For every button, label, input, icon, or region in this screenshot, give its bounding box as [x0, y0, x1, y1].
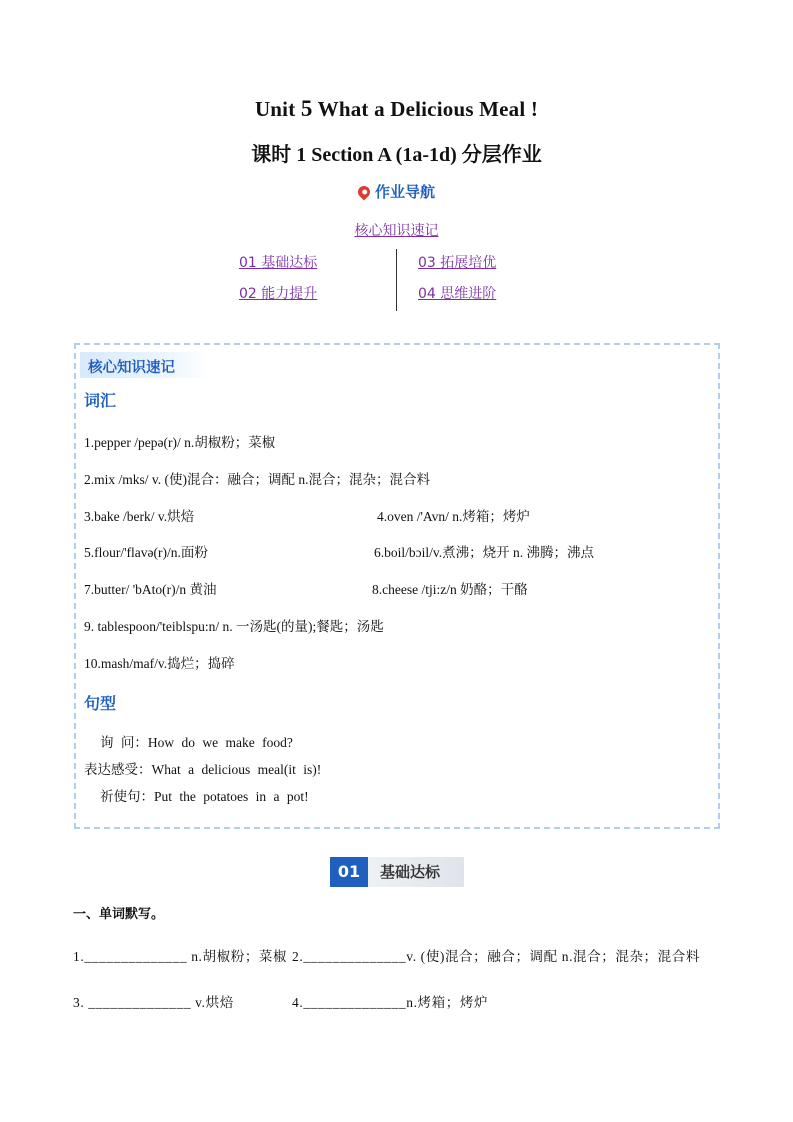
title-unit-number: 5	[300, 96, 313, 121]
vocab-heading: 词汇	[84, 391, 117, 410]
pattern-item: 表达感受：What a delicious meal(it is)!	[84, 762, 322, 777]
vocab-item: 3.bake /berk/ v.烘焙	[84, 509, 195, 524]
knowledge-box-header	[80, 352, 210, 378]
title-lesson-name: What a Delicious Meal !	[317, 97, 539, 121]
vocab-item: 7.butter/ 'bAto(r)/n 黄油	[84, 582, 217, 597]
location-pin-icon	[355, 184, 372, 201]
document-title	[0, 96, 793, 122]
pattern-item: 询 问：How do we make food?	[100, 735, 293, 750]
nav-link-extension[interactable]: 03 拓展培优	[418, 255, 497, 271]
section-badge-number: 01	[330, 857, 368, 887]
section-badge	[330, 857, 464, 887]
vocab-item: 9. tablespoon/'teiblspu:n/ n. 一汤匙(的量);餐匙；汤匙	[84, 619, 384, 634]
exercise-item: 3. ______________ v.烘焙	[73, 995, 234, 1010]
exercise-item: 1.______________ n.胡椒粉；菜椒	[73, 949, 288, 964]
nav-link-core-knowledge[interactable]: 核心知识速记	[354, 223, 439, 239]
exercise-item: 2.______________v. (使)混合；融合；调配 n.混合；混杂；混合料	[292, 949, 700, 964]
pattern-heading: 句型	[84, 694, 117, 713]
nav-link-ability[interactable]: 02 能力提升	[239, 286, 318, 302]
nav-divider	[396, 249, 397, 311]
vocab-item: 5.flour/'flavə(r)/n.面粉	[84, 545, 208, 560]
title-unit-word: Unit	[254, 97, 296, 121]
nav-link-thinking[interactable]: 04 思维进阶	[418, 286, 497, 302]
document-subtitle: 课时 1 Section A (1a-1d) 分层作业	[251, 144, 542, 166]
question-heading: 一、单词默写。	[73, 907, 165, 922]
knowledge-box-title: 核心知识速记	[88, 360, 175, 376]
nav-link-basic[interactable]: 01 基础达标	[239, 255, 318, 271]
vocab-item: 8.cheese /tji:z/n 奶酪；干酪	[372, 582, 528, 597]
section-badge-label: 基础达标	[368, 857, 464, 887]
vocab-item: 6.boil/bɔil/v.煮沸；烧开 n. 沸腾；沸点	[374, 545, 594, 560]
homework-nav-title-text: 作业导航	[374, 183, 435, 201]
nav-main-link-row	[0, 220, 793, 240]
vocab-item: 2.mix /mks/ v. (使)混合：融合；调配 n.混合；混杂；混合料	[84, 472, 430, 487]
vocab-item: 1.pepper /pepə(r)/ n.胡椒粉；菜椒	[84, 435, 276, 450]
homework-nav-title	[0, 181, 793, 202]
exercise-item: 4.______________n.烤箱；烤炉	[292, 995, 489, 1010]
pattern-item: 祈使句：Put the potatoes in a pot!	[100, 789, 309, 804]
vocab-item: 4.oven /'Avn/ n.烤箱；烤炉	[377, 509, 530, 524]
vocab-item: 10.mash/maf/v.捣烂；捣碎	[84, 656, 235, 671]
